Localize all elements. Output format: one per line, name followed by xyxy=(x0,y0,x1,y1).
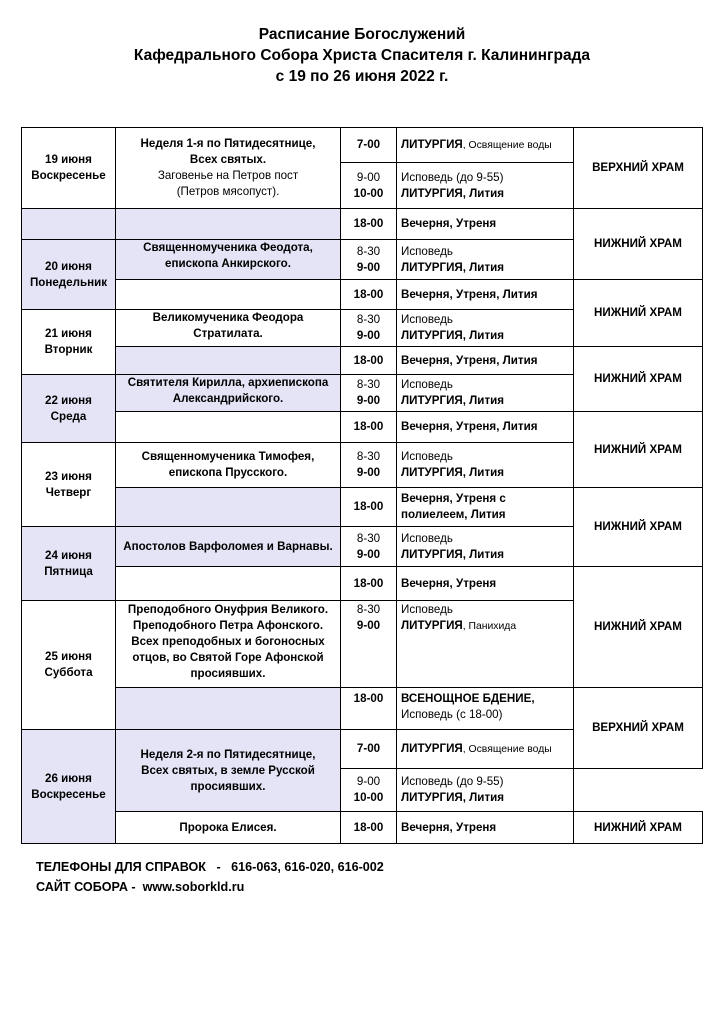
time-cell: 8-30 9-00 xyxy=(341,310,397,347)
saint-cell: Апостолов Варфоломея и Варнавы. xyxy=(116,527,341,567)
time-cell: 18-00 xyxy=(341,412,397,443)
page-title xyxy=(0,24,724,87)
table-row xyxy=(22,567,703,601)
time-cell: 7-00 xyxy=(341,730,397,769)
service-cell: Вечерня, Утреня xyxy=(397,567,574,601)
day-cell: 21 июня Вторник xyxy=(22,310,116,375)
day-cell: 19 июня Воскресенье xyxy=(22,128,116,209)
service-cell: Исповедь ЛИТУРГИЯ, Лития xyxy=(397,240,574,280)
time-cell: 18-00 xyxy=(341,688,397,730)
phones-line: ТЕЛЕФОНЫ ДЛЯ СПРАВОК - 616-063, 616-020, 616-002 xyxy=(36,860,384,874)
hall-cell: ВЕРХНИЙ ХРАМ xyxy=(574,128,703,209)
saint-cell: Священномученика Тимофея, епископа Прусского. xyxy=(116,443,341,488)
time-cell: 18-00 xyxy=(341,280,397,310)
table-row xyxy=(22,412,703,443)
service-cell: ВСЕНОЩНОЕ БДЕНИЕ, Исповедь (с 18-00) xyxy=(397,688,574,730)
service-cell: Вечерня, Утреня с полиелеем, Лития xyxy=(397,488,574,527)
service-cell: Исповедь (до 9-55) ЛИТУРГИЯ, Лития xyxy=(397,769,574,812)
time-cell: 18-00 xyxy=(341,209,397,240)
service-cell: Вечерня, Утреня, Лития xyxy=(397,347,574,375)
time-cell: 8-30 9-00 xyxy=(341,375,397,412)
day-cell: 23 июня Четверг xyxy=(22,443,116,527)
title-line-3: с 19 по 26 июня 2022 г. xyxy=(275,68,449,85)
title-line-1: Расписание Богослужений xyxy=(258,26,466,43)
saint-cell: Пророка Елисея. xyxy=(116,812,341,844)
day-cell: 22 июня Среда xyxy=(22,375,116,443)
table-row xyxy=(22,209,703,240)
service-cell: Исповедь ЛИТУРГИЯ, Лития xyxy=(397,310,574,347)
day-cell: 20 июня Понедельник xyxy=(22,240,116,310)
schedule-table xyxy=(21,127,703,844)
site-line: САЙТ СОБОРА - www.soborkld.ru xyxy=(36,880,245,894)
service-cell: ЛИТУРГИЯ, Освящение воды xyxy=(397,128,574,163)
footer xyxy=(36,857,384,897)
hall-cell: НИЖНИЙ ХРАМ xyxy=(574,412,703,488)
service-cell: Исповедь ЛИТУРГИЯ, Лития xyxy=(397,527,574,567)
table-row xyxy=(22,688,703,730)
table-row xyxy=(22,280,703,310)
hall-cell: НИЖНИЙ ХРАМ xyxy=(574,209,703,280)
hall-cell: НИЖНИЙ ХРАМ xyxy=(574,812,703,844)
title-line-2: Кафедрального Собора Христа Спасителя г. Калининграда xyxy=(133,47,591,64)
time-cell: 8-30 9-00 xyxy=(341,527,397,567)
hall-cell: НИЖНИЙ ХРАМ xyxy=(574,488,703,567)
table-row xyxy=(22,488,703,527)
service-cell: Вечерня, Утреня, Лития xyxy=(397,280,574,310)
hall-cell: ВЕРХНИЙ ХРАМ xyxy=(574,688,703,769)
hall-cell: НИЖНИЙ ХРАМ xyxy=(574,280,703,347)
time-cell: 9-00 10-00 xyxy=(341,769,397,812)
table-row xyxy=(22,347,703,375)
saint-cell: Неделя 1-я по Пятидесятнице, Всех святых. Заговенье на Петров пост (Петров мясопуст). xyxy=(116,128,341,209)
saint-cell: Преподобного Онуфрия Великого. Преподобного Петра Афонского. Всех преподобных и богоносных отцов, во Святой Горе Афонской просиявших. xyxy=(116,601,341,688)
saint-cell: Святителя Кирилла, архиепископа Александрийского. xyxy=(116,375,341,412)
day-cell: 26 июня Воскресенье xyxy=(22,730,116,844)
service-cell: Вечерня, Утреня xyxy=(397,812,574,844)
hall-cell: НИЖНИЙ ХРАМ xyxy=(574,567,703,688)
time-cell: 8-30 9-00 xyxy=(341,601,397,688)
saint-cell: Великомученика Феодора Стратилата. xyxy=(116,310,341,347)
table-row xyxy=(22,128,703,163)
service-cell: Исповедь ЛИТУРГИЯ, Лития xyxy=(397,443,574,488)
table-row xyxy=(22,812,703,844)
service-cell: Исповедь ЛИТУРГИЯ, Лития xyxy=(397,375,574,412)
time-cell: 8-30 9-00 xyxy=(341,240,397,280)
day-cell: 24 июня Пятница xyxy=(22,527,116,601)
time-cell: 9-00 10-00 xyxy=(341,163,397,209)
saint-cell: Священномученика Феодота, епископа Анкирского. xyxy=(116,240,341,280)
service-cell: Исповедь ЛИТУРГИЯ, Панихида xyxy=(397,601,574,688)
time-cell: 18-00 xyxy=(341,567,397,601)
time-cell: 18-00 xyxy=(341,347,397,375)
service-cell: Вечерня, Утреня, Лития xyxy=(397,412,574,443)
time-cell: 18-00 xyxy=(341,488,397,527)
time-cell: 8-30 9-00 xyxy=(341,443,397,488)
service-cell: Вечерня, Утреня xyxy=(397,209,574,240)
day-cell: 25 июня Суббота xyxy=(22,601,116,730)
service-cell: Исповедь (до 9-55) ЛИТУРГИЯ, Лития xyxy=(397,163,574,209)
hall-cell: НИЖНИЙ ХРАМ xyxy=(574,347,703,412)
service-cell: ЛИТУРГИЯ, Освящение воды xyxy=(397,730,574,769)
saint-cell: Неделя 2-я по Пятидесятнице, Всех святых, в земле Русской просиявших. xyxy=(116,730,341,812)
time-cell: 7-00 xyxy=(341,128,397,163)
time-cell: 18-00 xyxy=(341,812,397,844)
